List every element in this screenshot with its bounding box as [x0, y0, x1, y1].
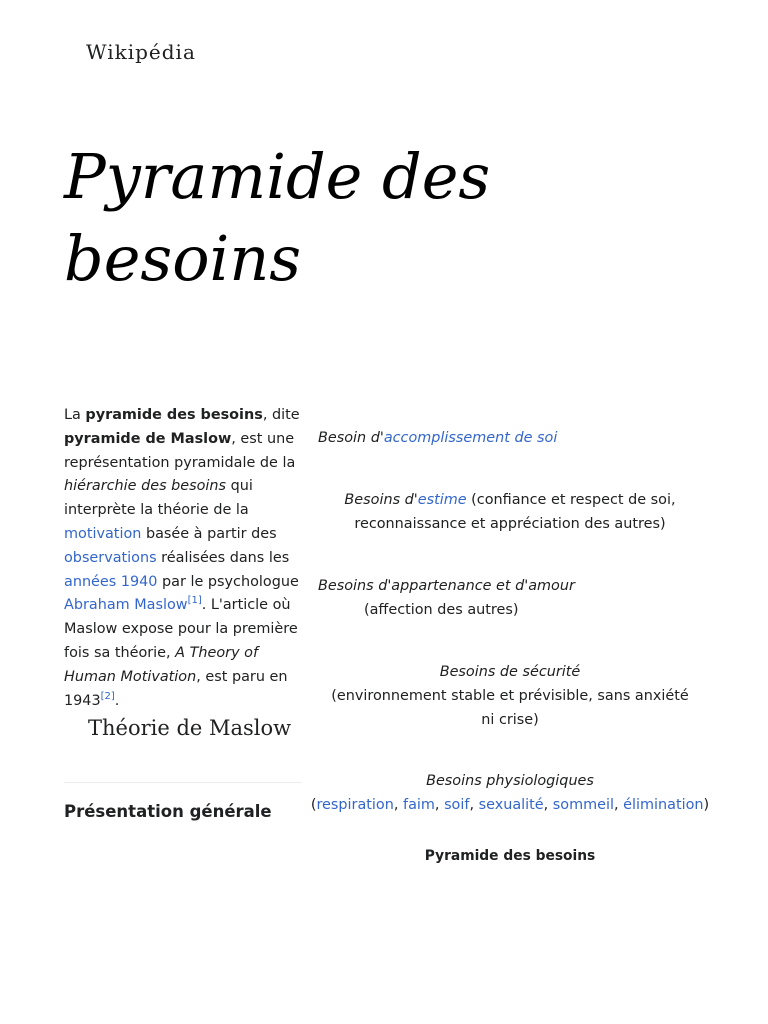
pyramid-level-1: Besoins physiologiques (respiration, faim, soif, sexualité, sommeil, élimination): [310, 770, 710, 818]
lead-paragraph: La pyramide des besoins, dite pyramide de Maslow, est une représentation pyramidale de la hiérarchie des besoins qui interprète la théorie de la motivation basée à partir des observations réalisées dans les années 1940 par le psychologue Abraham Maslow[1]. L'article où Maslow expose pour la première fois sa théorie, A Theory of Human Motivation, est paru en 1943[2].: [64, 407, 300, 709]
bold-term: pyramide de Maslow: [64, 430, 232, 447]
subsection-heading: Présentation générale: [64, 802, 272, 821]
reference-2[interactable]: [2]: [100, 690, 115, 702]
italic-term: hiérarchie des besoins: [64, 478, 227, 495]
pyramid-level-4: Besoins d'estime (confiance et respect de soi, reconnaissance et appréciation des autres): [344, 492, 676, 532]
logo-text: Wikipédia: [86, 40, 196, 64]
link-annees-1940[interactable]: années 1940: [64, 573, 158, 590]
link-physio-0[interactable]: respiration: [316, 796, 394, 813]
pyramid-level-3: Besoins d'appartenance et d'amour (affection des autres): [318, 578, 575, 618]
link-observations[interactable]: observations: [64, 549, 157, 566]
bold-term: pyramide des besoins: [85, 407, 263, 423]
figure-caption: Pyramide des besoins: [424, 848, 596, 864]
link-estime[interactable]: estime: [417, 492, 467, 508]
link-physio-4[interactable]: sommeil: [552, 796, 614, 813]
page-title: Pyramide des besoins: [64, 140, 491, 295]
physiological-needs-list: (respiration, faim, soif, sexualité, sommeil, élimination): [310, 796, 710, 813]
italic-term: A Theory of Human Motivation: [64, 644, 259, 685]
pyramid-level-2: Besoins de sécurité (environnement stable et prévisible, sans anxiété ni crise): [331, 664, 689, 728]
link-abraham-maslow[interactable]: Abraham Maslow: [64, 597, 188, 614]
reference-1[interactable]: [1]: [187, 595, 202, 607]
link-motivation[interactable]: motivation: [64, 525, 142, 542]
pyramid-level-5: Besoin d'accomplissement de soi: [318, 430, 558, 446]
link-physio-3[interactable]: sexualité: [478, 796, 544, 813]
link-physio-5[interactable]: élimination: [623, 796, 704, 813]
section-divider: [64, 782, 302, 783]
section-heading[interactable]: Théorie de Maslow: [88, 716, 292, 740]
link-accomplissement[interactable]: accomplissement de soi: [383, 430, 558, 446]
link-physio-1[interactable]: faim: [403, 796, 435, 813]
link-physio-2[interactable]: soif: [444, 796, 470, 813]
wikipedia-logo[interactable]: [86, 40, 196, 64]
